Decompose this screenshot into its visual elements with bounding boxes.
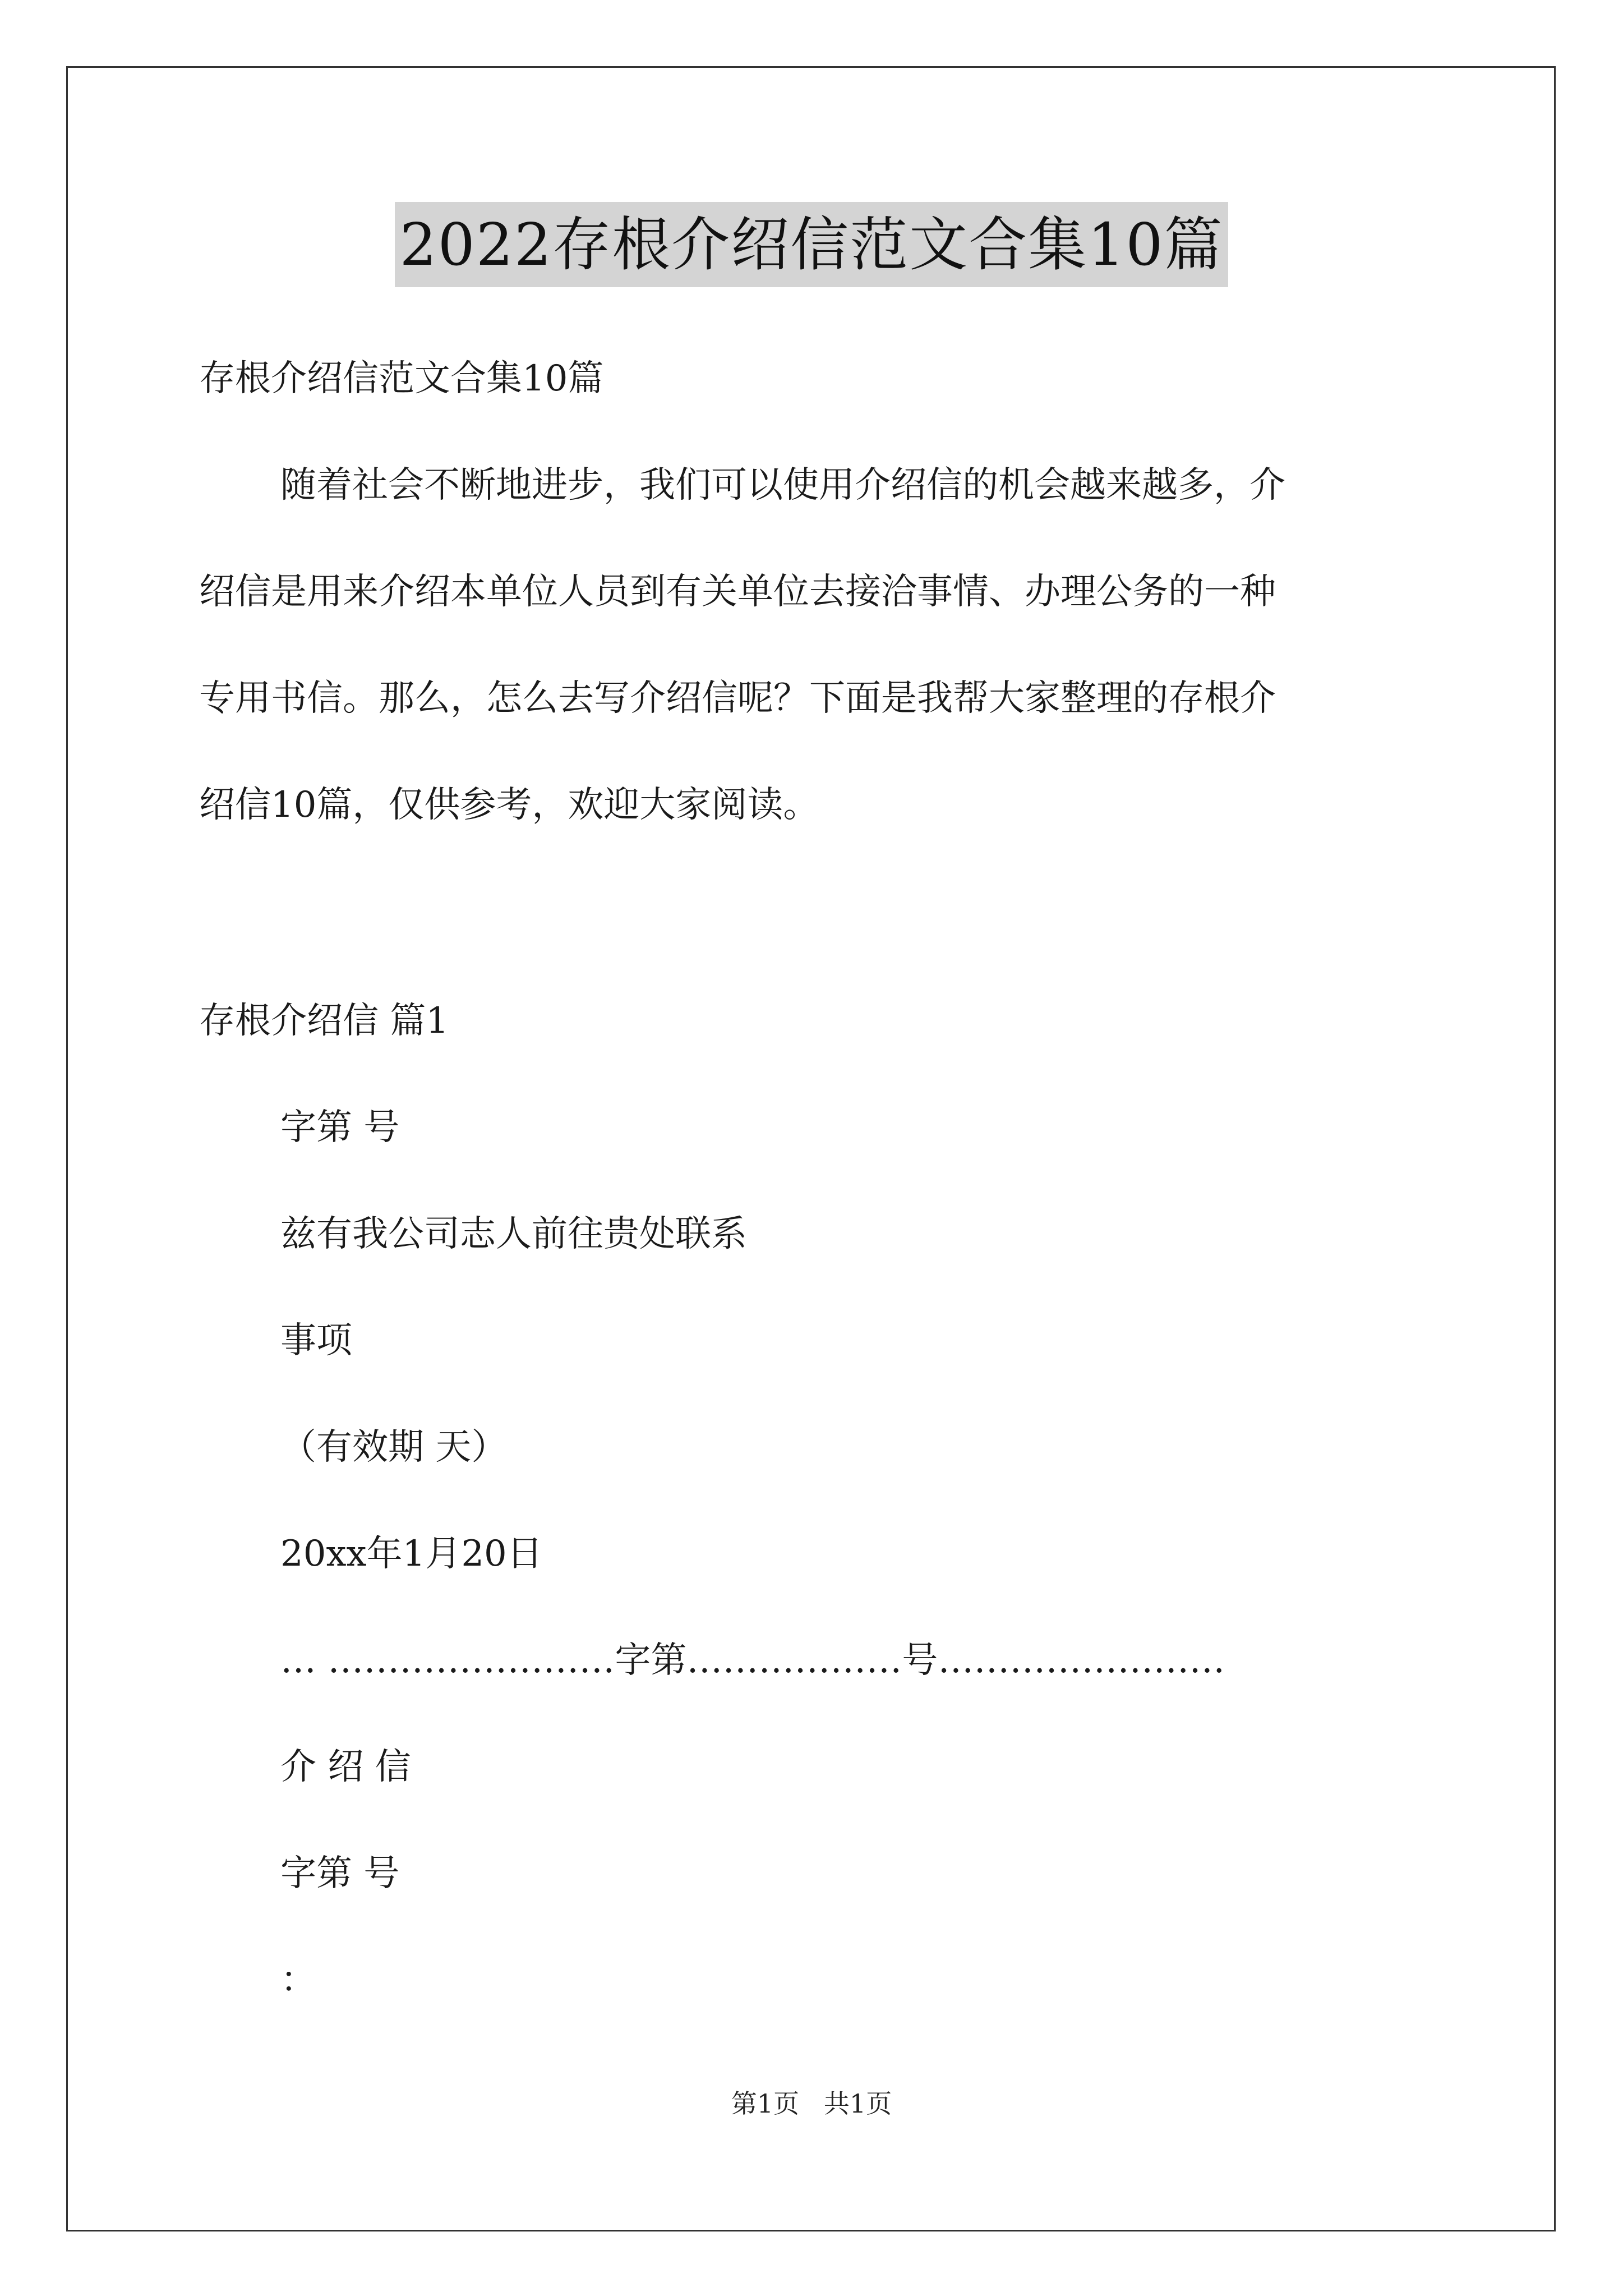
document-subtitle: 存根介绍信范文合集10篇: [199, 358, 604, 399]
document-title: 2022存根介绍信范文合集10篇: [395, 202, 1228, 287]
intro-paragraph-line-4: 绍信10篇，仅供参考，欢迎大家阅读。: [199, 784, 819, 826]
stub-divider-line: … ……………………字第………………号……………………: [280, 1640, 1225, 1681]
title-container: [0, 202, 1623, 287]
intro-paragraph-line-1: 随着社会不断地进步，我们可以使用介绍信的机会越来越多，介: [280, 464, 1285, 506]
letter-number-line: 字第 号: [280, 1107, 400, 1148]
letter-validity-line: （有效期 天）: [280, 1427, 508, 1468]
page-footer: 第1页 共1页: [731, 2088, 892, 2119]
section-heading: 存根介绍信 篇1: [199, 1000, 449, 1042]
letter-number-line-2: 字第 号: [280, 1853, 400, 1894]
intro-paragraph-line-2: 绍信是用来介绍本单位人员到有关单位去接洽事情、办理公务的一种: [199, 571, 1276, 613]
letter-matter-line: 事项: [280, 1320, 352, 1361]
intro-paragraph-line-3: 专用书信。那么，怎么去写介绍信呢？下面是我帮大家整理的存根介: [199, 678, 1276, 719]
letter-body-line: 兹有我公司志人前往贵处联系: [280, 1213, 747, 1255]
letter-heading: 介 绍 信: [280, 1746, 411, 1788]
letter-date-line: 20xx年1月20日: [280, 1533, 543, 1575]
recipient-line: ：: [280, 1959, 316, 2001]
